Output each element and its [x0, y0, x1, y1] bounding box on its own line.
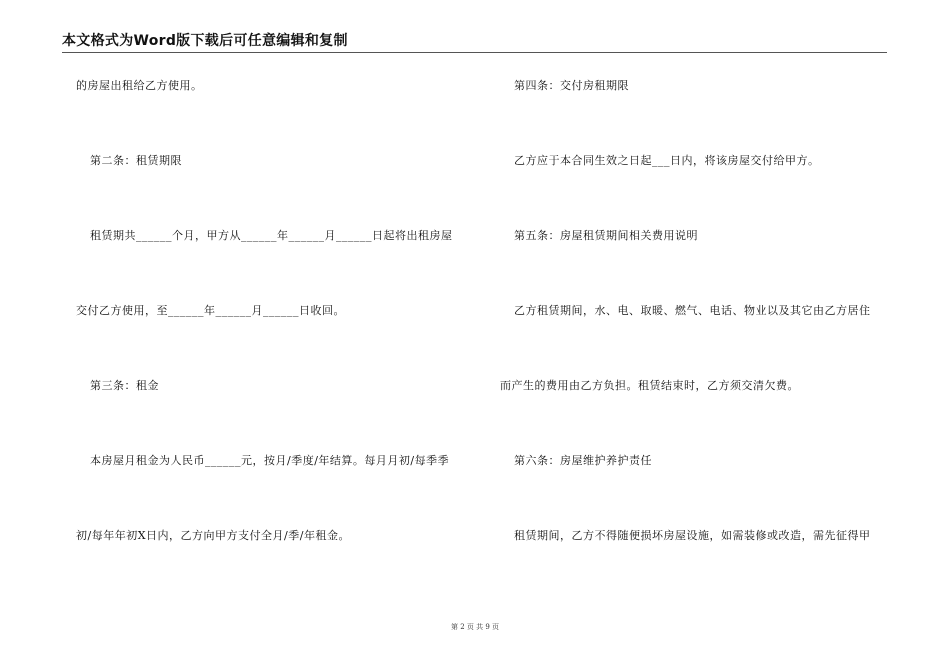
left-section-heading: 第二条：租赁期限 — [90, 154, 182, 167]
right-paragraph-line: 乙方应于本合同生效之日起___日内，将该房屋交付给甲方。 — [514, 154, 820, 167]
right-section-heading: 第六条：房屋维护养护责任 — [514, 454, 652, 467]
right-paragraph-line: 乙方租赁期间，水、电、取暖、燃气、电话、物业以及其它由乙方居住 — [514, 304, 871, 317]
left-section-heading: 第三条：租金 — [90, 379, 159, 392]
header-divider — [62, 52, 887, 53]
left-paragraph-line: 初/每年年初X日内，乙方向甲方支付全月/季/年租金。 — [76, 529, 350, 542]
right-section-heading: 第五条：房屋租赁期间相关费用说明 — [514, 229, 698, 242]
right-paragraph-line: 租赁期间，乙方不得随便损坏房屋设施，如需装修或改造，需先征得甲 — [514, 529, 871, 542]
document-header-title: 本文格式为Word版下载后可任意编辑和复制 — [62, 33, 348, 49]
left-paragraph-line: 租赁期共______个月，甲方从______年______月______日起将出租房屋 — [90, 229, 453, 242]
left-paragraph-line: 的房屋出租给乙方使用。 — [76, 79, 203, 92]
left-paragraph-line: 交付乙方使用，至______年______月______日收回。 — [76, 304, 345, 317]
page-number-footer: 第 2 页 共 9 页 — [450, 623, 500, 631]
right-paragraph-line: 而产生的费用由乙方负担。租赁结束时，乙方须交清欠费。 — [500, 379, 799, 392]
right-section-heading: 第四条：交付房租期限 — [514, 79, 629, 92]
left-paragraph-line: 本房屋月租金为人民币______元，按月/季度/年结算。每月月初/每季季 — [90, 454, 450, 467]
